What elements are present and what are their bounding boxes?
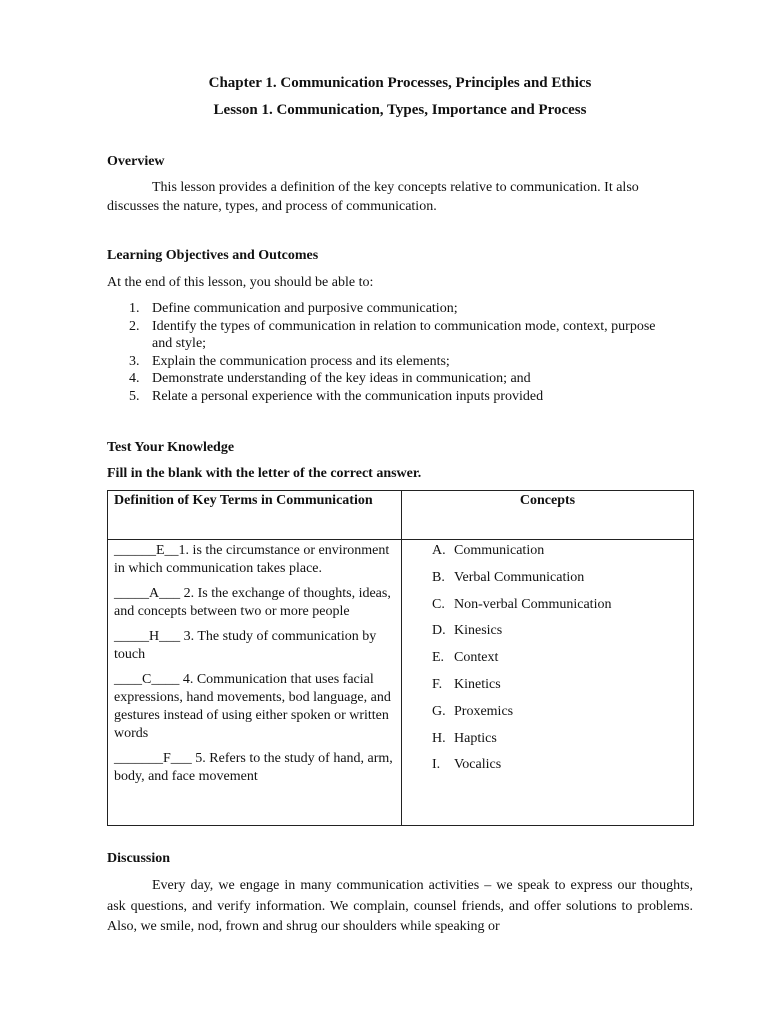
objective-text: Define communication and purposive communication; — [152, 301, 458, 316]
concept-item — [432, 649, 693, 667]
objective-number: 5. — [129, 388, 140, 404]
objective-item — [107, 353, 667, 371]
definition-item: _____A___ 2. Is the exchange of thoughts, ideas, and concepts between two or more people — [114, 586, 391, 619]
objective-number: 3. — [129, 353, 140, 369]
concept-letter: C. — [432, 596, 445, 612]
table-header-row — [108, 491, 694, 540]
concept-text: Proxemics — [454, 703, 514, 719]
concept-item — [432, 703, 693, 721]
concept-letter: H. — [432, 730, 446, 746]
column-header-definitions: Definition of Key Terms in Communication — [108, 491, 402, 540]
discussion-text: Every day, we engage in many communication activities – we speak to express our thoughts, ask questions, and verify information. We complain, counsel friends, and offer solutions to problems. Also, we smile, nod, frown and shrug our shoulders while speaking or — [107, 878, 693, 934]
concept-item — [432, 730, 693, 748]
concepts-cell — [402, 540, 694, 826]
concept-letter: I. — [432, 757, 441, 773]
concept-text: Haptics — [454, 730, 497, 746]
lesson-title: Lesson 1. Communication, Types, Importance and Process — [213, 102, 587, 118]
objective-item — [107, 370, 667, 388]
concept-text: Vocalics — [454, 757, 502, 773]
concept-letter: F. — [432, 676, 443, 692]
definition-item: ____C____ 4. Communication that uses facial expressions, hand movements, bod language, and gestures instead of using either spoken or written words — [114, 672, 391, 741]
objectives-list — [107, 300, 667, 405]
test-heading: Test Your Knowledge — [107, 440, 235, 455]
objective-text: Demonstrate understanding of the key ideas in communication; and — [152, 371, 531, 386]
column-header-concepts: Concepts — [402, 491, 694, 540]
concept-letter: G. — [432, 703, 446, 719]
concept-item — [432, 542, 693, 560]
definition-item: ______E__1. is the circumstance or environment in which communication takes place. — [114, 543, 390, 576]
concept-letter: B. — [432, 569, 445, 585]
concept-text: Context — [454, 650, 499, 666]
objective-item — [107, 300, 667, 318]
concept-text: Kinesics — [454, 623, 503, 639]
concept-item — [432, 676, 693, 694]
test-instruction: Fill in the blank with the letter of the correct answer. — [107, 466, 422, 481]
objective-item — [107, 388, 667, 406]
concept-letter: D. — [432, 623, 446, 639]
objective-text: Relate a personal experience with the communication inputs provided — [152, 388, 544, 404]
concept-text: Kinetics — [454, 676, 501, 692]
table-row — [108, 540, 694, 826]
objective-text: Explain the communication process and its elements; — [152, 353, 450, 369]
definitions-cell — [108, 540, 402, 826]
objective-item — [107, 318, 667, 353]
objective-number: 2. — [129, 318, 140, 334]
concept-item — [432, 569, 693, 587]
objectives-heading: Learning Objectives and Outcomes — [107, 248, 319, 263]
concept-letter: E. — [432, 650, 445, 666]
overview-text: This lesson provides a definition of the key concepts relative to communication. It also discusses the nature, types, and process of communication. — [107, 180, 639, 214]
concept-item — [432, 596, 693, 614]
definition-item: _______F___ 5. Refers to the study of hand, arm, body, and face movement — [114, 751, 393, 784]
concept-item — [432, 756, 693, 774]
objective-number: 4. — [129, 371, 140, 386]
objective-number: 1. — [129, 301, 140, 316]
objective-text: Identify the types of communication in relation to communication mode, context, purpose and style; — [152, 318, 656, 351]
concept-text: Communication — [454, 543, 545, 558]
overview-heading: Overview — [107, 154, 165, 169]
concept-letter: A. — [432, 543, 446, 558]
discussion-heading: Discussion — [107, 851, 171, 866]
definition-item: _____H___ 3. The study of communication by touch — [114, 629, 377, 662]
objectives-intro: At the end of this lesson, you should be able to: — [107, 275, 374, 290]
concept-text: Non-verbal Communication — [454, 596, 612, 612]
concept-text: Verbal Communication — [454, 569, 585, 585]
chapter-title: Chapter 1. Communication Processes, Principles and Ethics — [208, 75, 592, 91]
quiz-table — [107, 490, 694, 826]
concept-item — [432, 622, 693, 640]
